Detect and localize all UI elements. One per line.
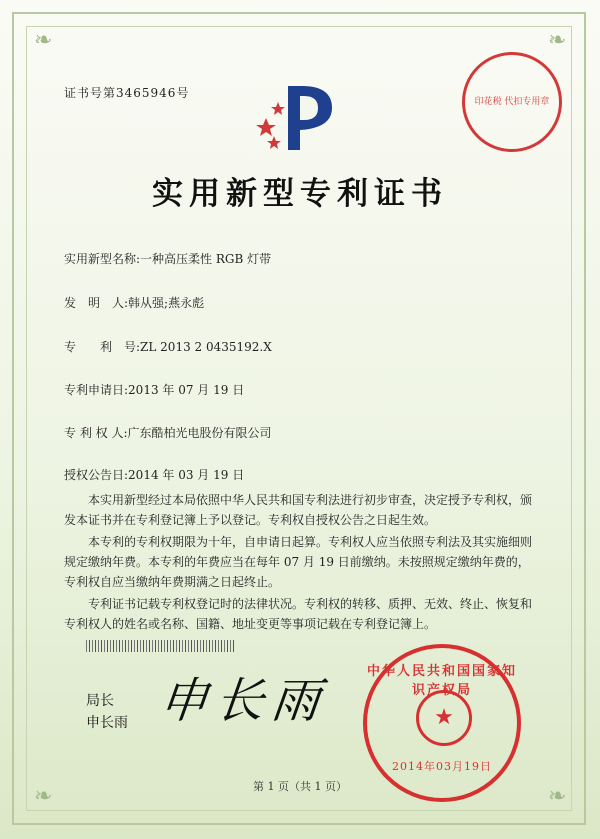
field-value: 韩从强;燕永彪 [128, 296, 205, 310]
national-emblem-icon: ★ [416, 690, 472, 746]
corner-ornament-icon: ❧ [34, 784, 53, 809]
field-value: ZL 2013 2 0435192.X [140, 340, 272, 354]
certificate-title: 实用新型专利证书 [152, 176, 448, 212]
statement-paragraph: 本实用新型经过本局依照中华人民共和国专利法进行初步审查，决定授予专利权，颁发本证书并在专利登记簿上予以登记。专利权自授权公告之日起生效。 [64, 493, 533, 527]
field-value: 广东酷柏光电股份有限公司 [127, 426, 272, 440]
field-utility-model-name [64, 250, 271, 267]
field-value: 2014 年 03 月 19 日 [128, 468, 245, 482]
field-grant-date [64, 466, 244, 483]
field-label: 专利申请日: [64, 383, 129, 397]
certificate-number: 证书号第3465946号 [64, 86, 190, 100]
corner-ornament-icon: ❧ [548, 784, 567, 809]
corner-ornament-icon: ❧ [34, 28, 53, 53]
field-patent-number [64, 338, 272, 355]
field-label: 授权公告日: [64, 468, 129, 482]
barcode [86, 640, 236, 652]
field-label: 实用新型名称: [64, 252, 141, 266]
field-value: 2013 年 07 月 19 日 [128, 383, 245, 397]
director-signature: 申长雨 [156, 673, 331, 729]
director-title: 局长 [86, 693, 114, 709]
field-label: 专 利 号: [64, 340, 141, 354]
field-application-date [64, 381, 244, 398]
field-label: 发 明 人: [64, 296, 129, 310]
statement-paragraph: 专利证书记载专利权登记时的法律状况。专利权的转移、质押、无效、终止、恢复和专利权人的姓名或名称、国籍、地址变更等事项记载在专利登记簿上。 [64, 597, 533, 631]
sipo-logo-icon [252, 78, 342, 158]
director-name: 申长雨 [86, 715, 128, 731]
tax-agent-seal-text: 印花税 代扣专用章 [474, 97, 550, 107]
field-label: 专 利 权 人: [64, 426, 128, 440]
corner-ornament-icon: ❧ [548, 28, 567, 53]
tax-agent-seal [462, 52, 562, 152]
office-seal-date: 2014年03月19日 [392, 760, 492, 773]
field-value: 一种高压柔性 RGB 灯带 [140, 252, 272, 266]
page-number: 第 1 页（共 1 页） [253, 780, 347, 793]
office-seal-text: 中华人民共和国国家知识产权局 [367, 664, 518, 698]
statement-paragraph: 本专利的专利权期限为十年，自申请日起算。专利权人应当依照专利法及其实施细则规定缴纳年费。本专利的年费应当在每年 07 月 19 日前缴纳。未按照规定缴纳年费的，专利权自应当缴纳年费期满之日起终止。 [64, 535, 533, 589]
field-patentee [64, 424, 272, 441]
field-inventor [64, 294, 204, 311]
